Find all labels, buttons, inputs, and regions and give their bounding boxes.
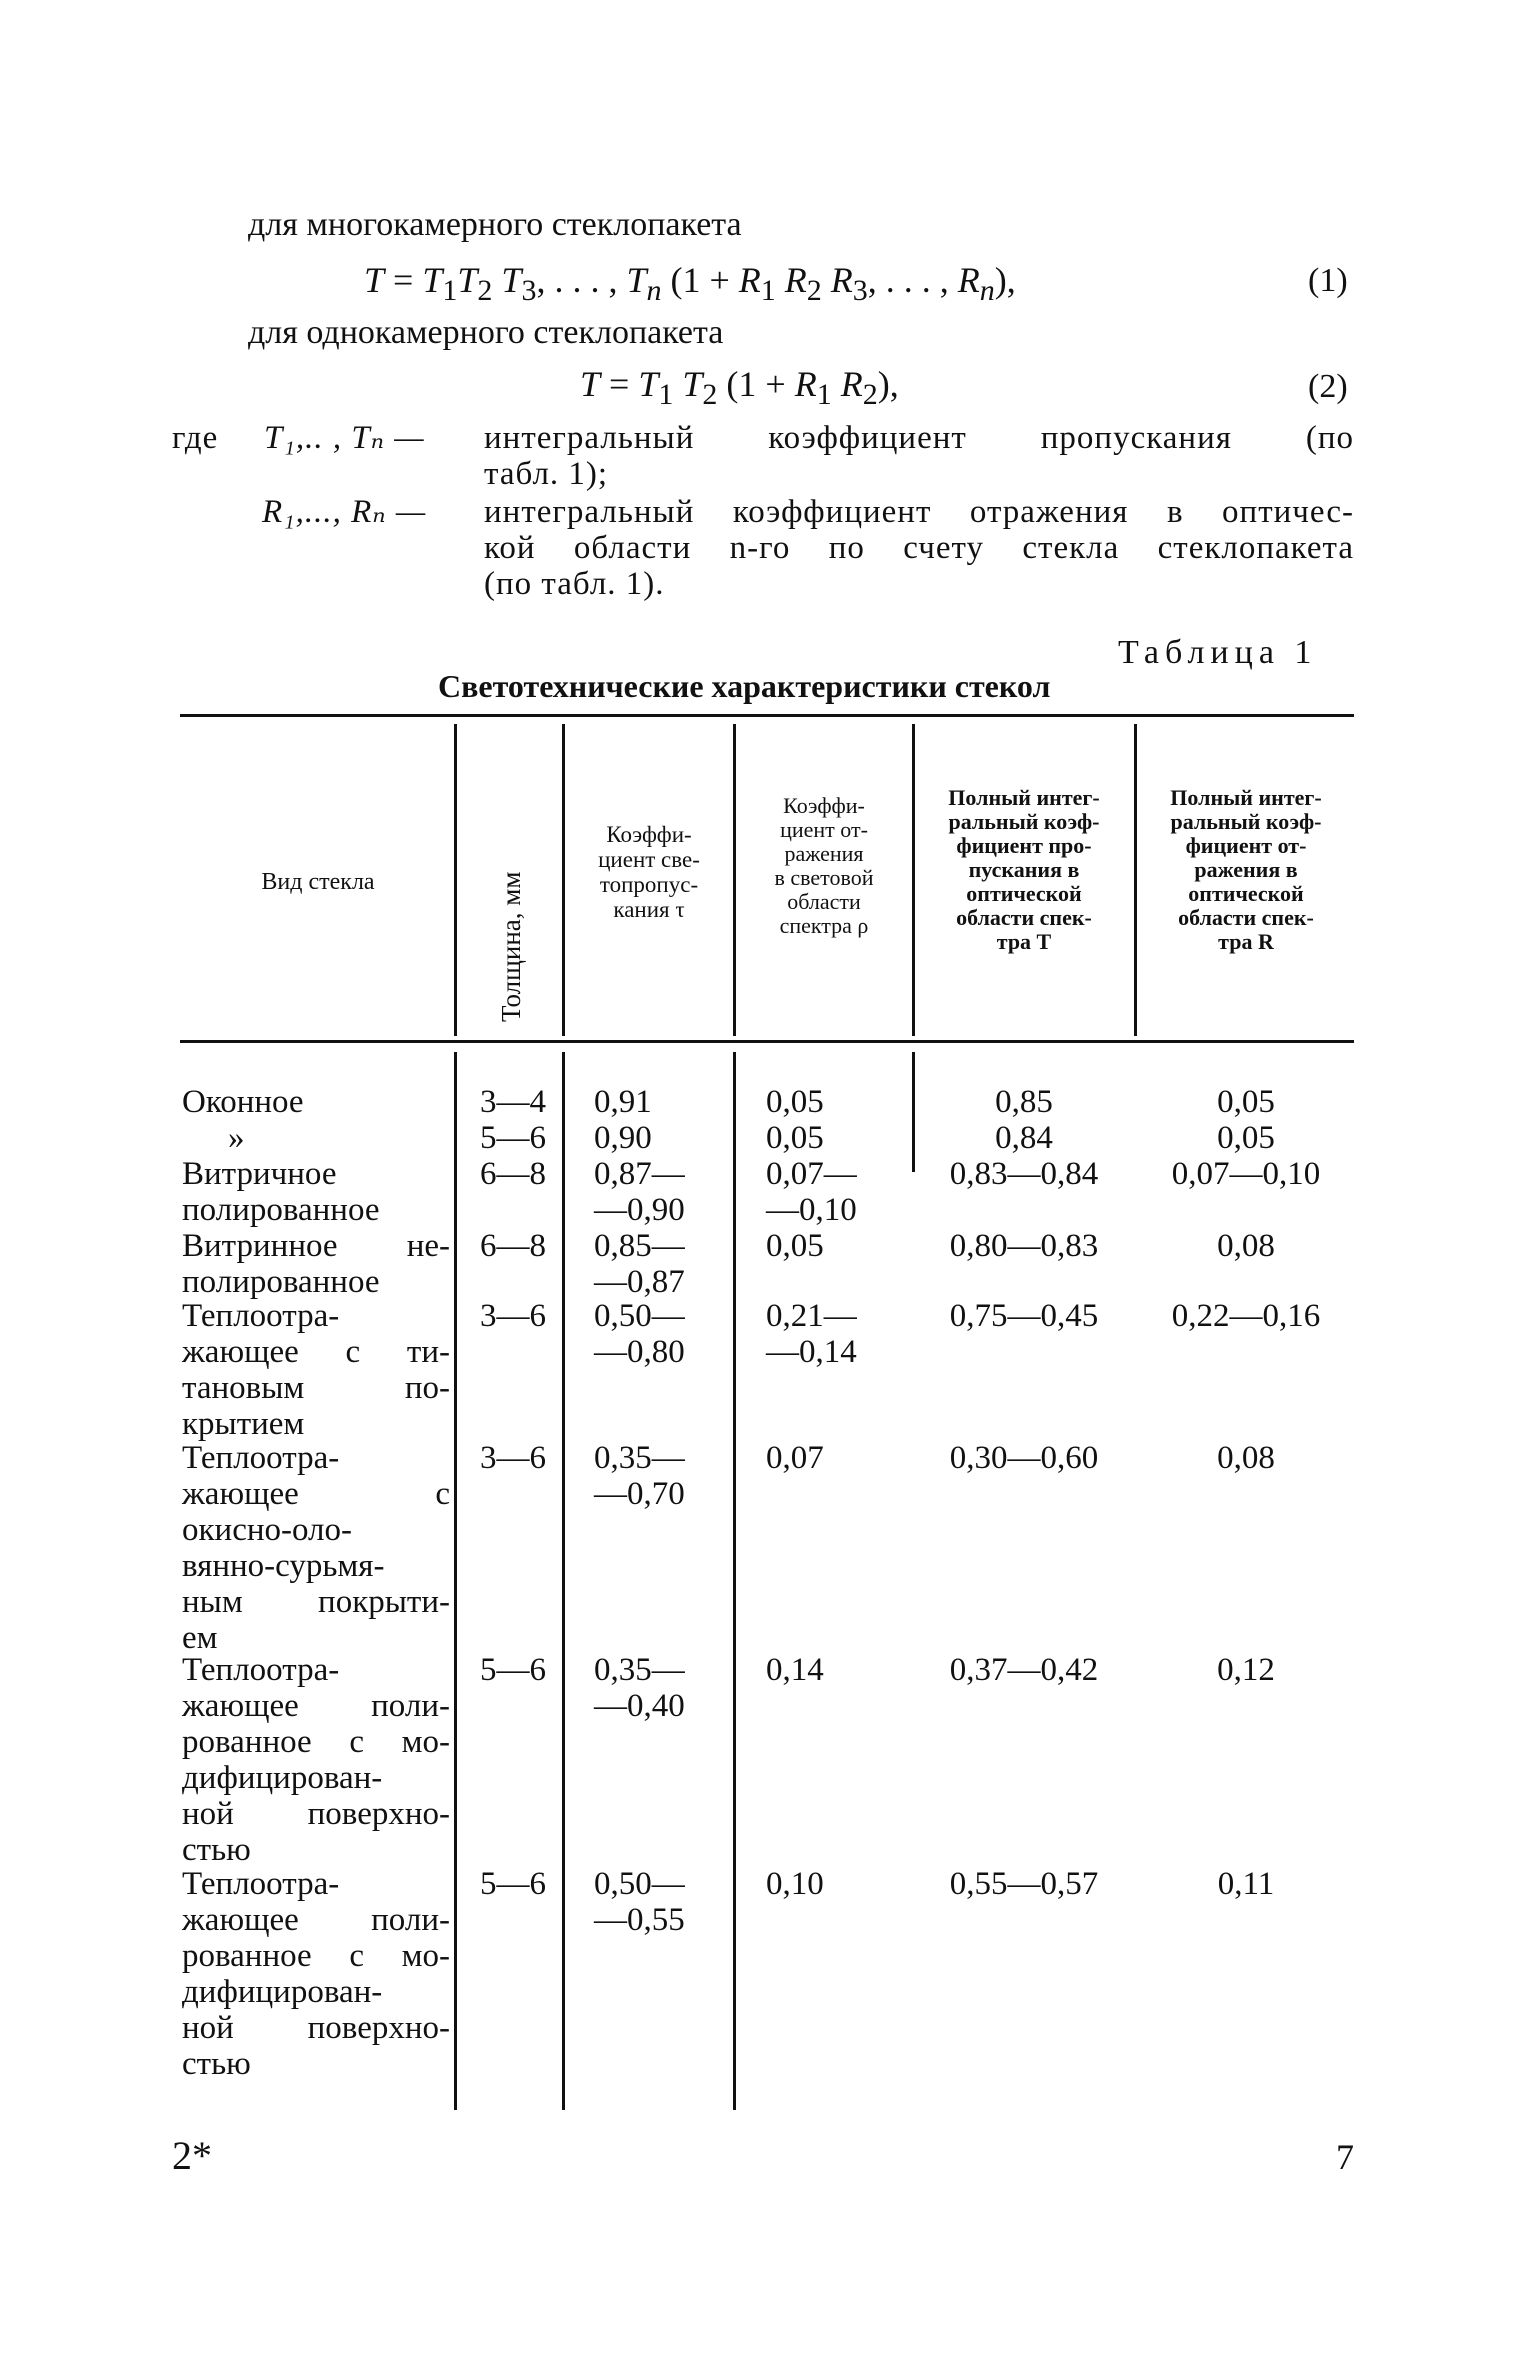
cell-rho: 0,07— —0,10	[766, 1156, 857, 1228]
col-divider	[733, 724, 736, 1036]
cell-kind-line: Теплоотра-	[182, 1652, 340, 1688]
col-divider	[1134, 724, 1137, 1036]
header-kind: Вид стекла	[261, 869, 375, 895]
cell-rho: 0,10	[766, 1866, 824, 1902]
cell-R: 0,08	[1217, 1440, 1275, 1476]
cell-kind-line: Теплоотра-	[182, 1866, 340, 1902]
col-divider	[562, 1052, 565, 2110]
cell-T: 0,75—0,45	[949, 1298, 1099, 1334]
cell-thickness: 3—6	[480, 1298, 546, 1334]
cell-thickness: 3—4	[480, 1084, 546, 1120]
cell-kind-line: вянно-сурьмя-	[182, 1548, 385, 1584]
footer-page-number: 7	[1336, 2137, 1354, 2177]
cell-thickness: 5—6	[480, 1652, 546, 1688]
cell-tau: 0,35— —0,40	[594, 1652, 685, 1724]
cell-R: 0,07—0,10	[1171, 1156, 1321, 1192]
cell-T: 0,55—0,57	[949, 1866, 1099, 1902]
cell-rho: 0,05	[766, 1120, 824, 1156]
cell-kind-line: Теплоотра-	[182, 1440, 340, 1476]
cell-kind-line: тановым по-	[182, 1370, 450, 1406]
cell-kind-line: »	[228, 1120, 245, 1156]
cell-kind	[182, 1298, 450, 1442]
cell-rho: 0,05	[766, 1084, 824, 1120]
cell-kind-line: жающее с ти-	[182, 1334, 450, 1370]
def2-text-a: интегральный коэффициент отражения в оптичес-	[484, 494, 1354, 530]
cell-tau: 0,90	[594, 1120, 652, 1156]
formula-2: $T = T_1$ $T_2$ ($1 + R_1$ $R_2$),	[580, 364, 899, 412]
cell-kind	[182, 1084, 450, 1120]
table-label: Таблица 1	[1118, 634, 1318, 671]
cell-rho: 0,05	[766, 1228, 824, 1264]
cell-kind-line: полированное	[182, 1264, 380, 1300]
def1-text-a: интегральный коэффициент пропускания (по	[484, 420, 1354, 456]
cell-thickness: 5—6	[480, 1866, 546, 1902]
cell-tau: 0,35— —0,70	[594, 1440, 685, 1512]
formula-1: $T = T_1T_2$ $T_3$, . . . , $T_n$ ($1 + R_1$ $R_2$ $R_3$, . . . , $R_n$),	[364, 260, 1016, 308]
cell-kind-line: Оконное	[182, 1084, 304, 1120]
cell-kind-line: Витринное не-	[182, 1228, 450, 1264]
cell-tau: 0,87— —0,90	[594, 1156, 685, 1228]
cell-tau: 0,91	[594, 1084, 652, 1120]
cell-R: 0,08	[1217, 1228, 1275, 1264]
header-thickness: Толщина, мм	[496, 871, 526, 1022]
cell-T: 0,80—0,83	[949, 1228, 1099, 1264]
col-divider	[733, 1052, 736, 2110]
cell-T: 0,37—0,42	[949, 1652, 1099, 1688]
cell-kind	[182, 1652, 450, 1868]
cell-T: 0,83—0,84	[949, 1156, 1099, 1192]
footer-left: 2*	[172, 2133, 212, 2178]
cell-kind-line: ем	[182, 1620, 218, 1656]
cell-T: 0,30—0,60	[949, 1440, 1099, 1476]
cell-thickness: 3—6	[480, 1440, 546, 1476]
col-divider	[562, 724, 565, 1036]
cell-R: 0,22—0,16	[1171, 1298, 1321, 1334]
header-T: Полный интег- ральный коэф- фициент про- пускания в оптической области спек- тра T	[948, 785, 1100, 954]
cell-kind	[182, 1440, 450, 1656]
cell-kind-line: стью	[182, 1832, 251, 1868]
cell-kind-line: рованное с мо-	[182, 1724, 450, 1760]
table-top-rule	[180, 714, 1354, 717]
intro-multi: для многокамерного стеклопакета	[248, 206, 742, 243]
def2-symbols: R₁,..., Rₙ —	[262, 494, 427, 530]
table-title: Светотехнические характеристики стекол	[438, 668, 1051, 704]
cell-kind-line: стью	[182, 2046, 251, 2082]
cell-R: 0,12	[1217, 1652, 1275, 1688]
header-tau: Коэффи- циент све- топропус- кания τ	[598, 822, 700, 922]
cell-tau: 0,85— —0,87	[594, 1228, 685, 1300]
cell-kind	[182, 1866, 450, 2082]
cell-kind	[182, 1228, 450, 1300]
def1-symbols: T₁,.. , Tₙ —	[264, 420, 425, 456]
cell-tau: 0,50— —0,55	[594, 1866, 685, 1938]
where-word: где	[172, 420, 219, 456]
cell-rho: 0,07	[766, 1440, 824, 1476]
header-R: Полный интег- ральный коэф- фициент от- ражения в оптической области спек- тра R	[1170, 785, 1322, 954]
formula-1-number: (1)	[1308, 262, 1348, 299]
cell-kind-line: дифицирован-	[182, 1974, 383, 2010]
table-header-rule	[180, 1040, 1354, 1043]
cell-kind-line: окисно-оло-	[182, 1512, 353, 1548]
cell-kind-line: рованное с мо-	[182, 1938, 450, 1974]
cell-kind-line: ной поверхно-	[182, 2010, 450, 2046]
cell-kind-line: полированное	[182, 1192, 380, 1228]
cell-kind-line: жающее поли-	[182, 1688, 450, 1724]
col-divider	[912, 724, 915, 1036]
cell-rho: 0,21— —0,14	[766, 1298, 857, 1370]
cell-thickness: 6—8	[480, 1156, 546, 1192]
cell-T: 0,85	[995, 1084, 1053, 1120]
cell-kind-line: дифицирован-	[182, 1760, 383, 1796]
col-divider	[454, 724, 457, 1036]
cell-R: 0,05	[1217, 1084, 1275, 1120]
cell-kind-line: жающее поли-	[182, 1902, 450, 1938]
def1-text-b: табл. 1);	[484, 456, 609, 492]
cell-R: 0,11	[1217, 1866, 1275, 1902]
intro-single: для однокамерного стеклопакета	[248, 314, 724, 351]
def2-text-c: (по табл. 1).	[484, 566, 665, 602]
col-divider	[454, 1052, 457, 2110]
def2-text-b: кой области n-го по счету стекла стеклопакета	[484, 530, 1354, 566]
cell-R: 0,05	[1217, 1120, 1275, 1156]
cell-rho: 0,14	[766, 1652, 824, 1688]
header-rho: Коэффи- циент от- ражения в световой области спектра ρ	[774, 793, 874, 938]
cell-kind-line: Витричное	[182, 1156, 337, 1192]
cell-thickness: 5—6	[480, 1120, 546, 1156]
cell-kind-line: жающее с	[182, 1476, 450, 1512]
formula-2-number: (2)	[1308, 368, 1348, 405]
cell-kind-line: ным покрыти-	[182, 1584, 450, 1620]
cell-thickness: 6—8	[480, 1228, 546, 1264]
cell-tau: 0,50— —0,80	[594, 1298, 685, 1370]
cell-T: 0,84	[995, 1120, 1053, 1156]
cell-kind	[182, 1120, 450, 1156]
col-divider	[912, 1052, 915, 1172]
cell-kind-line: крытием	[182, 1406, 305, 1442]
cell-kind	[182, 1156, 450, 1228]
cell-kind-line: ной поверхно-	[182, 1796, 450, 1832]
cell-kind-line: Теплоотра-	[182, 1298, 340, 1334]
